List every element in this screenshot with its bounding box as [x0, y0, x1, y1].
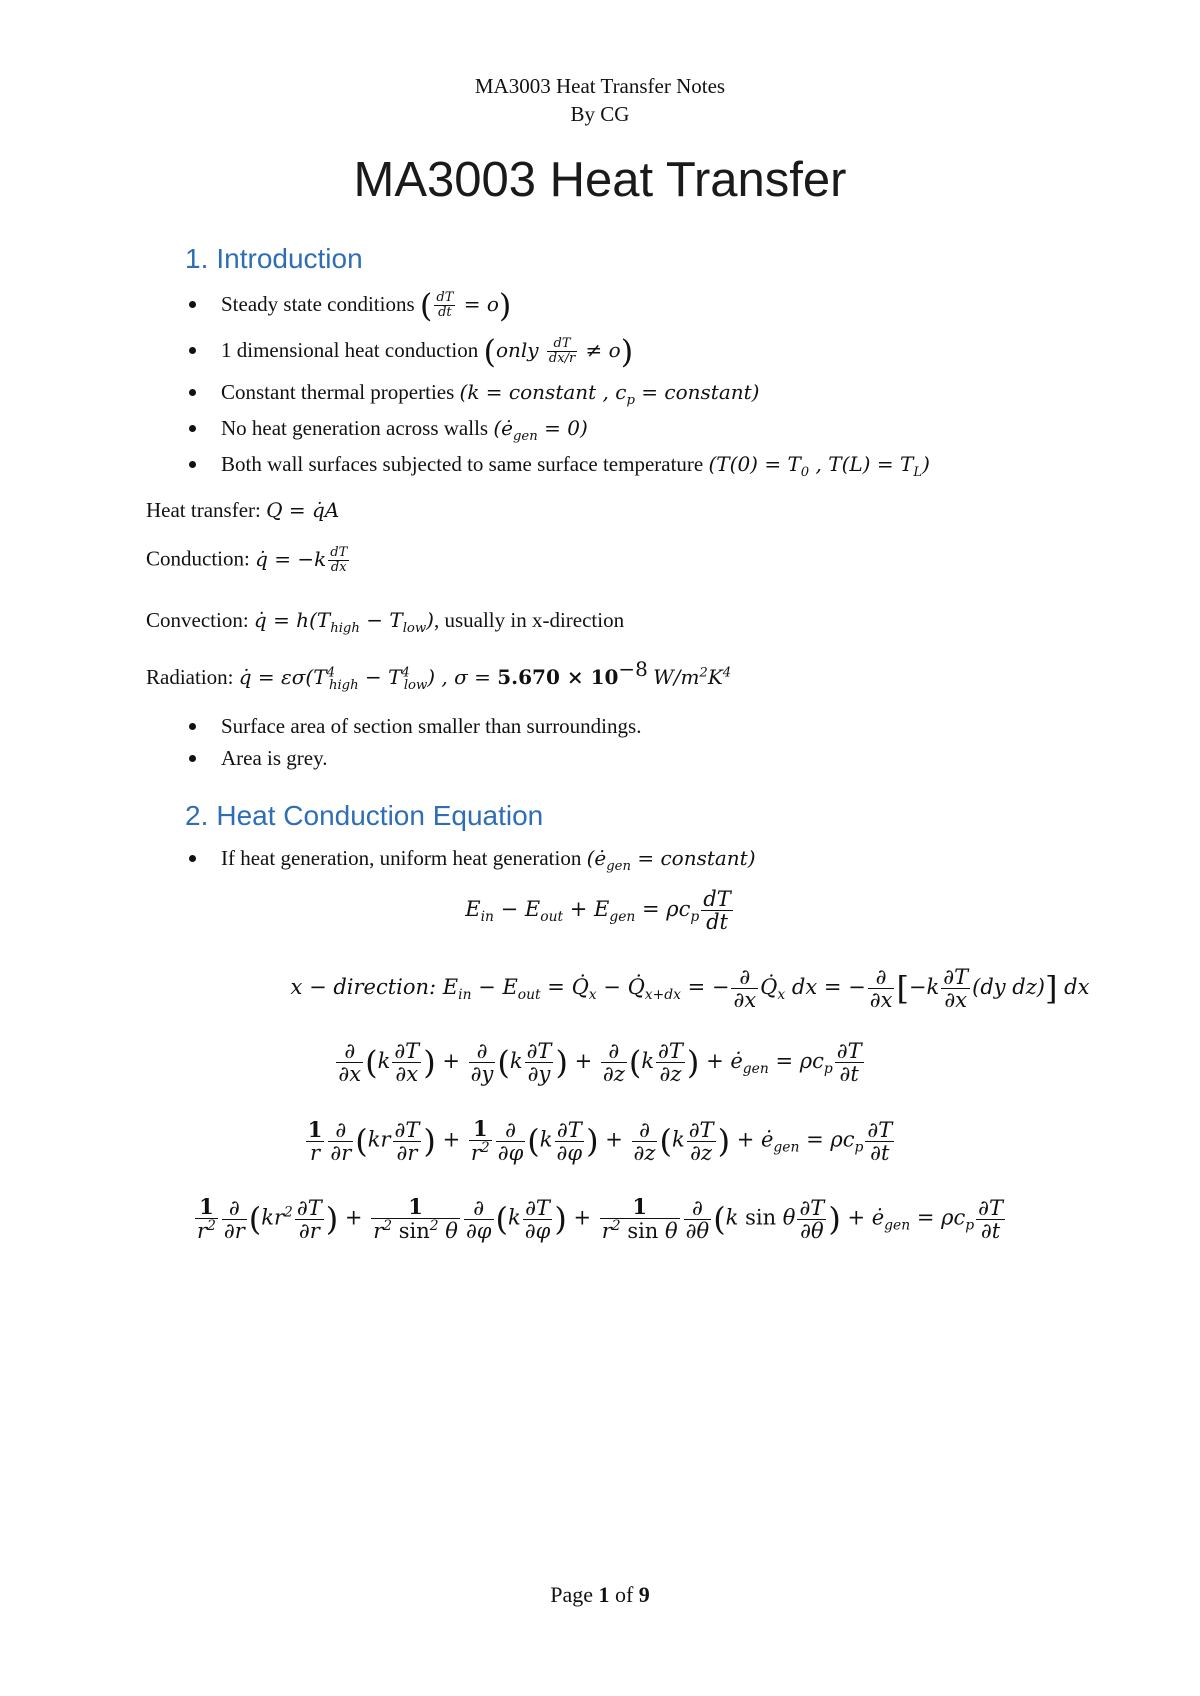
introduction-assumptions-list: [185, 286, 930, 482]
x-direction-flux-equation: x − direction: $E_{in} - E_{out}$ = $Q̇_x$ − $Q̇_{x+dx}$ = − ∂ ∂x $Q̇_x$ dx = − ∂ ∂x [−k $\frac{\partial T}{\partial x}$ (dy dz)] dx: [290, 965, 1090, 1013]
list-item: If heat generation, uniform heat generation ($ė_{gen}$ = constant): [185, 840, 756, 876]
page-total: 9: [638, 1582, 650, 1607]
running-header-author: By CG: [570, 102, 630, 126]
radiation-equation: Radiation: q̇ = $\varepsilon\sigma(T^4_{high} - T^4_{low})$ , $\sigma = 5.670 \times 10^{-8}$ $W/m^2K^4$: [146, 657, 732, 693]
list-item: Both wall surfaces subjected to same surface temperature ($T(0) = T_0$ , $T(L) = T_L$): [185, 446, 930, 482]
section-heading-introduction: [185, 243, 363, 275]
list-item: Steady state conditions ( $\frac{dT}{dt}$ = o): [185, 286, 930, 322]
convection-equation: Convection: q̇ = $h(T_{high} - T_{low})$, usually in x-direction: [146, 608, 625, 636]
page-title: MA3003 Heat Transfer: [353, 153, 847, 207]
conduction-equation-list: [185, 840, 756, 876]
energy-balance-equation: $E_{in} - E_{out} + E_{gen} = \rho c_p$ $\frac{dT}{dt}$: [465, 887, 731, 935]
spherical-heat-equation: $\frac{1}{r^2}$ ∂ ∂r ($kr^2$ $\frac{\partial T}{\partial r}$ ) + $\frac{1}{r^2 \sin^2 \theta}$ ∂ ∂φ (k $\frac{\partial T}{\partial\varphi}$ ) + $\frac{1}{r^2 \sin \theta}$ ∂ ∂θ (k sin θ $\frac{\partial T}{\partial\theta}$ ) + $ė_{gen} = \rho c_p$ $\frac{\partial T}{\partial t}$: [197, 1194, 1003, 1244]
section-heading-conduction-equation: [185, 800, 543, 832]
section-title: Introduction: [216, 243, 363, 274]
conduction-equation: Conduction: q̇ = −k $\frac{dT}{dx}$: [146, 545, 348, 575]
list-item: Constant thermal properties (k = constant , $c_p$ = constant): [185, 374, 930, 410]
running-header-title: MA3003 Heat Transfer Notes: [474, 74, 726, 98]
cartesian-heat-equation: ∂ ∂x (k $\frac{\partial T}{\partial x}$ ) + ∂ ∂y (k $\frac{\partial T}{\partial y}$ ) + ∂ ∂z (k $\frac{\partial T}{\partial z}$ ) + $ė_{gen} = \rho c_p$ $\frac{\partial T}{\partial t}$: [338, 1039, 862, 1087]
list-item: 1 dimensional heat conduction (only $\frac{dT}{dx/r}$ ≠ o): [185, 332, 930, 368]
list-item: Area is grey.: [185, 740, 641, 776]
heat-transfer-equation: Heat transfer: Q = q̇A: [146, 498, 340, 522]
section-number: 2.: [185, 800, 209, 831]
cylindrical-heat-equation: $\frac{1}{r}$ ∂ ∂r (kr $\frac{\partial T}{\partial r}$ ) + $\frac{1}{r^2}$ ∂ ∂φ (k $\frac{\partial T}{\partial\varphi}$ ) + ∂ ∂z (k $\frac{\partial T}{\partial z}$ ) + $ė_{gen} = \rho c_p$ $\frac{\partial T}{\partial t}$: [307, 1116, 893, 1166]
footer-of: of: [614, 1582, 634, 1607]
radiation-assumptions-list: [185, 708, 641, 776]
list-item: No heat generation across walls $(ė_{gen} = 0)$: [185, 410, 930, 446]
footer-prefix: Page: [550, 1582, 593, 1607]
list-item: Surface area of section smaller than surroundings.: [185, 708, 641, 744]
section-title: Heat Conduction Equation: [216, 800, 544, 831]
page-footer: [0, 1582, 1200, 1608]
section-number: 1.: [185, 243, 209, 274]
page-number: 1: [598, 1582, 610, 1607]
